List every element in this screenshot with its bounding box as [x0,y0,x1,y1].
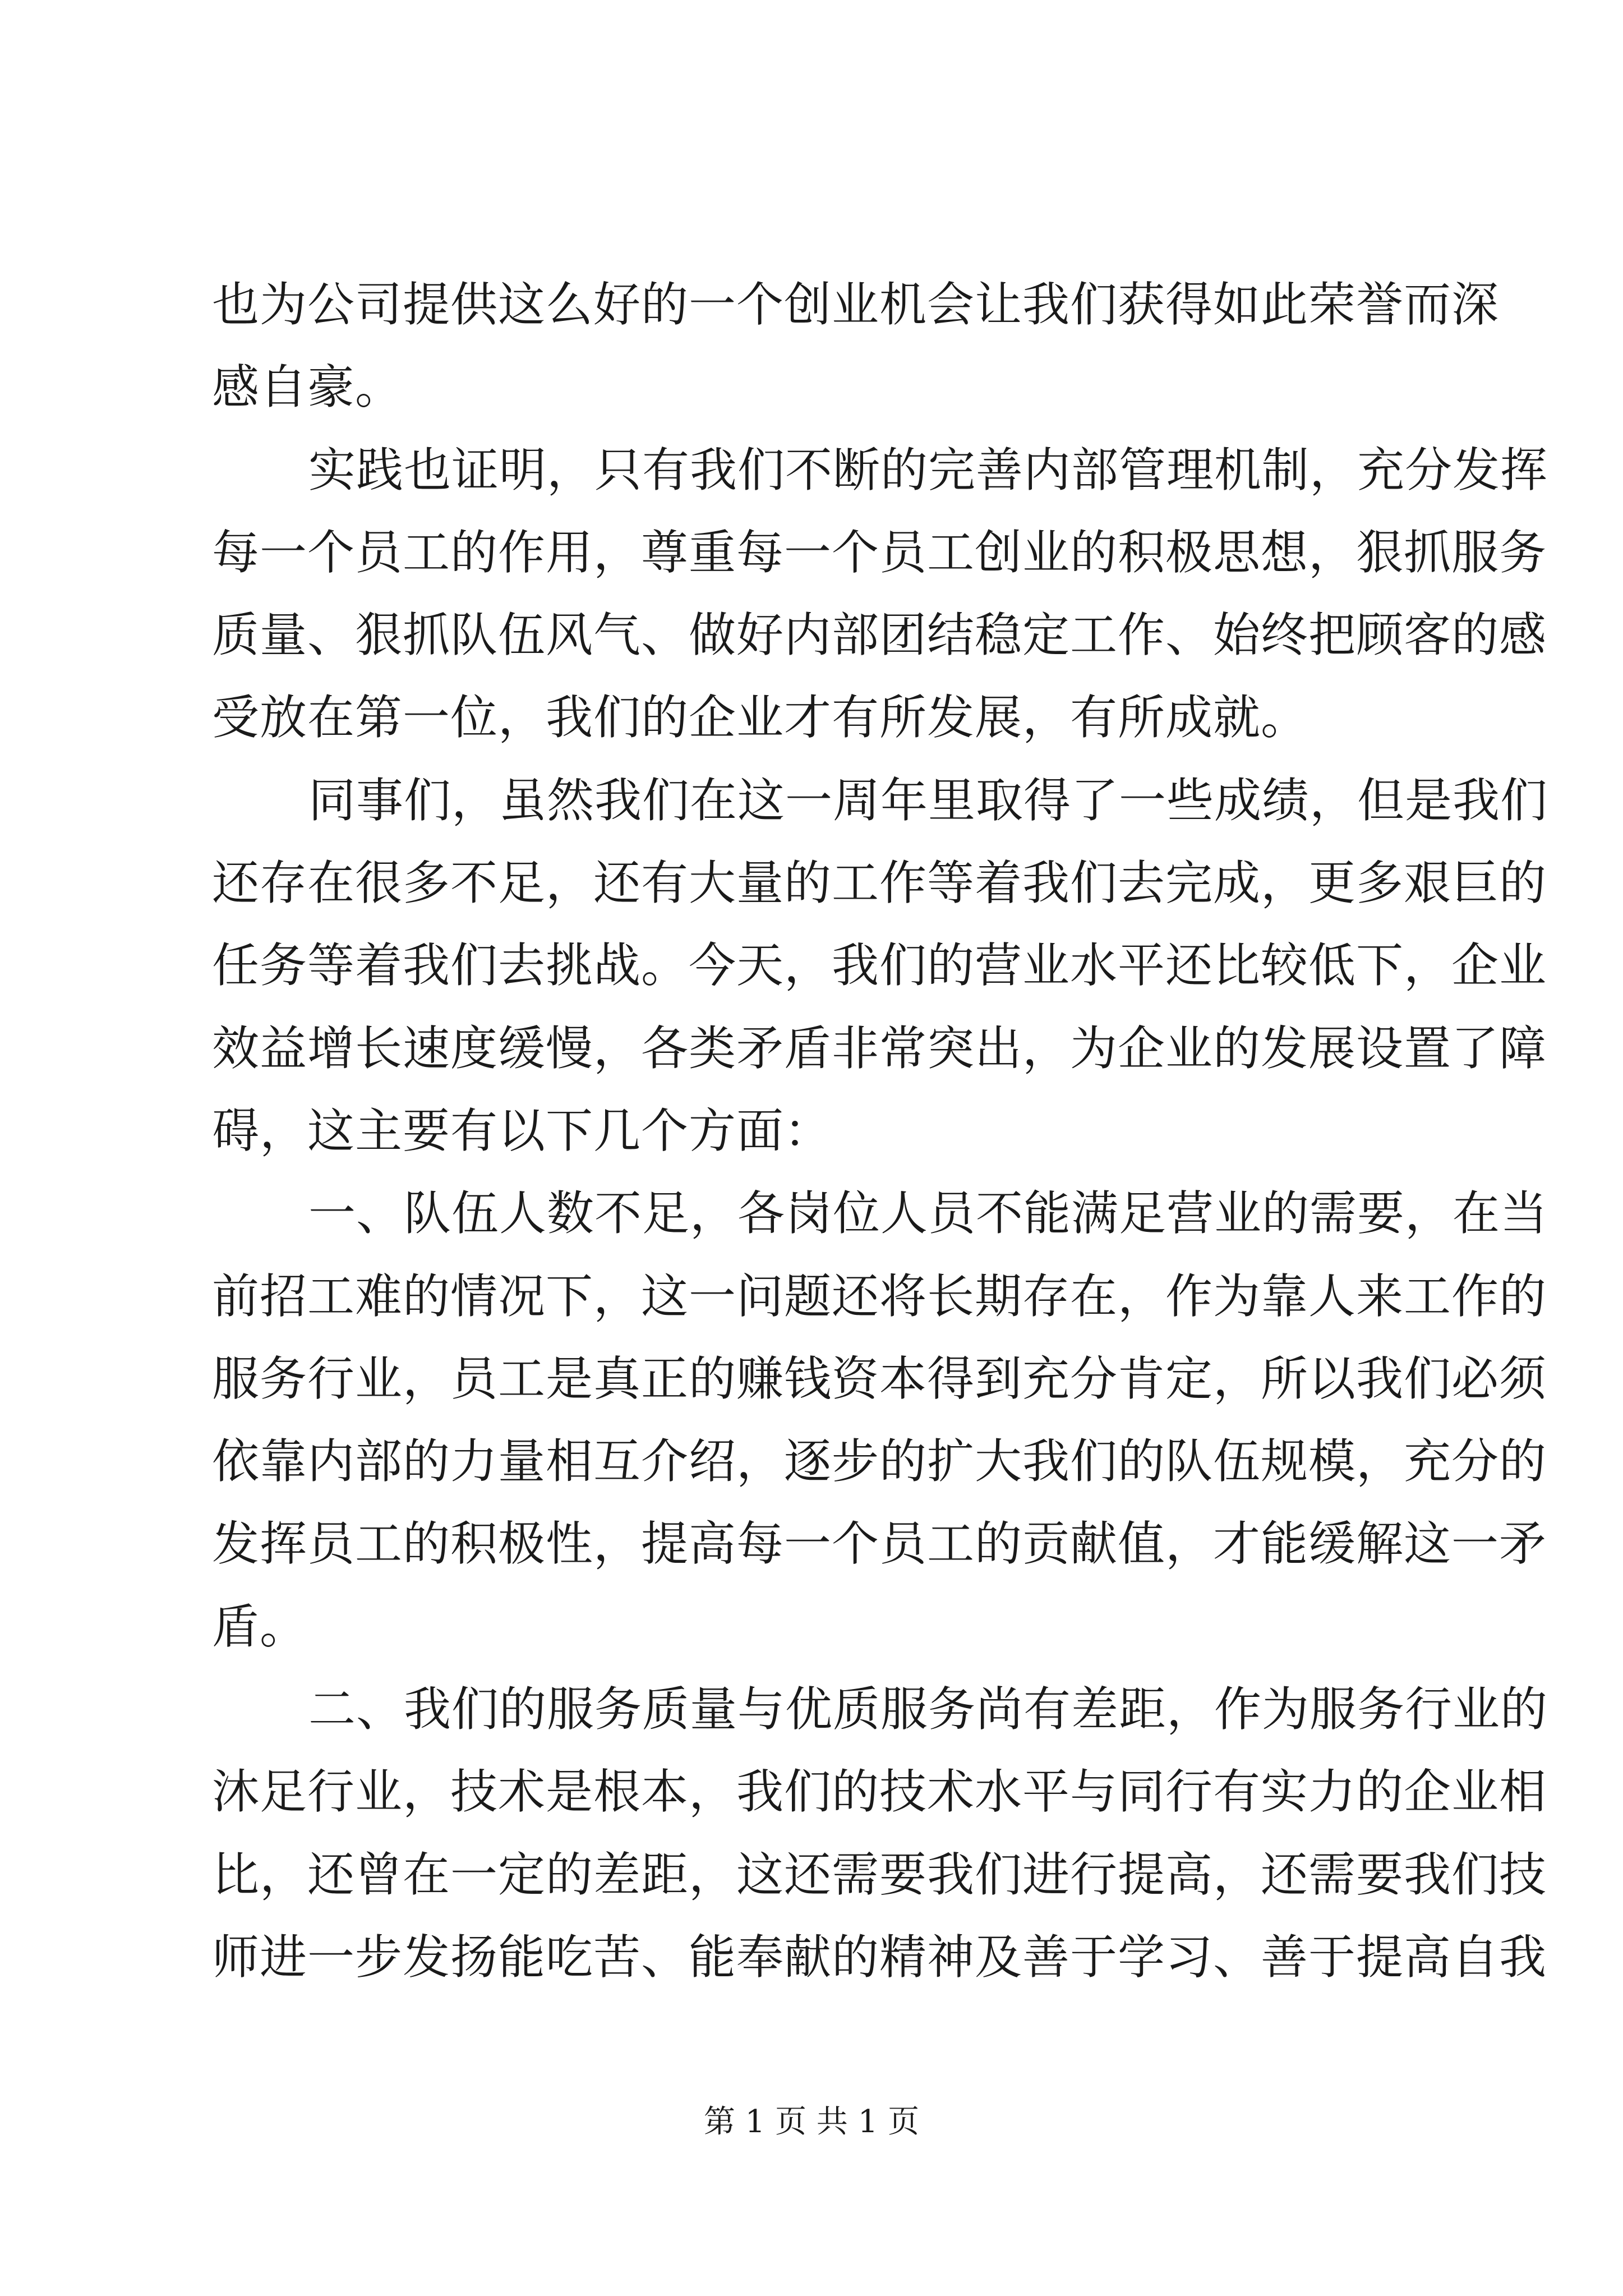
paragraph-start-line: 实践也证明，只有我们不断的完善内部管理机制，充分发挥 [308,442,1548,498]
text-line: 盾。 [212,1599,308,1654]
page-number-footer: 第 1 页 共 1 页 [703,2104,920,2140]
text-line: 前招工难的情况下，这一问题还将长期存在，作为靠人来工作的 [212,1268,1547,1324]
text-line: 也为公司提供这么好的一个创业机会让我们获得如此荣誉而深 [212,277,1500,332]
text-line: 碍，这主要有以下几个方面： [212,1103,832,1158]
text-line: 师进一步发扬能吃苦、能奉献的精神及善于学习、善于提高自我 [212,1929,1547,1985]
text-line: 效益增长速度缓慢，各类矛盾非常突出，为企业的发展设置了障 [212,1020,1547,1076]
paragraph-start-line: 一、队伍人数不足，各岗位人员不能满足营业的需要，在当 [308,1186,1548,1241]
text-line: 质量、狠抓队伍风气、做好内部团结稳定工作、始终把顾客的感 [212,608,1547,663]
text-line: 受放在第一位，我们的企业才有所发展，有所成就。 [212,690,1309,746]
text-line: 感自豪。 [212,360,403,415]
text-line: 服务行业，员工是真正的赚钱资本得到充分肯定，所以我们必须 [212,1351,1547,1406]
text-line: 每一个员工的作用，尊重每一个员工创业的积极思想，狠抓服务 [212,524,1547,580]
document-body [212,264,1548,1999]
text-line: 还存在很多不足，还有大量的工作等着我们去完成，更多艰巨的 [212,855,1547,911]
text-line: 依靠内部的力量相互介绍，逐步的扩大我们的队伍规模，充分的 [212,1434,1547,1489]
text-line: 任务等着我们去挑战。今天，我们的营业水平还比较低下，企业 [212,938,1547,993]
text-line: 沐足行业，技术是根本，我们的技术水平与同行有实力的企业相 [212,1764,1547,1820]
text-line: 发挥员工的积极性，提高每一个员工的贡献值，才能缓解这一矛 [212,1516,1547,1572]
paragraph-start-line: 同事们，虽然我们在这一周年里取得了一些成绩，但是我们 [308,772,1548,828]
text-line: 比，还曾在一定的差距，这还需要我们进行提高，还需要我们技 [212,1847,1547,1902]
paragraph-start-line: 二、我们的服务质量与优质服务尚有差距，作为服务行业的 [308,1682,1548,1737]
